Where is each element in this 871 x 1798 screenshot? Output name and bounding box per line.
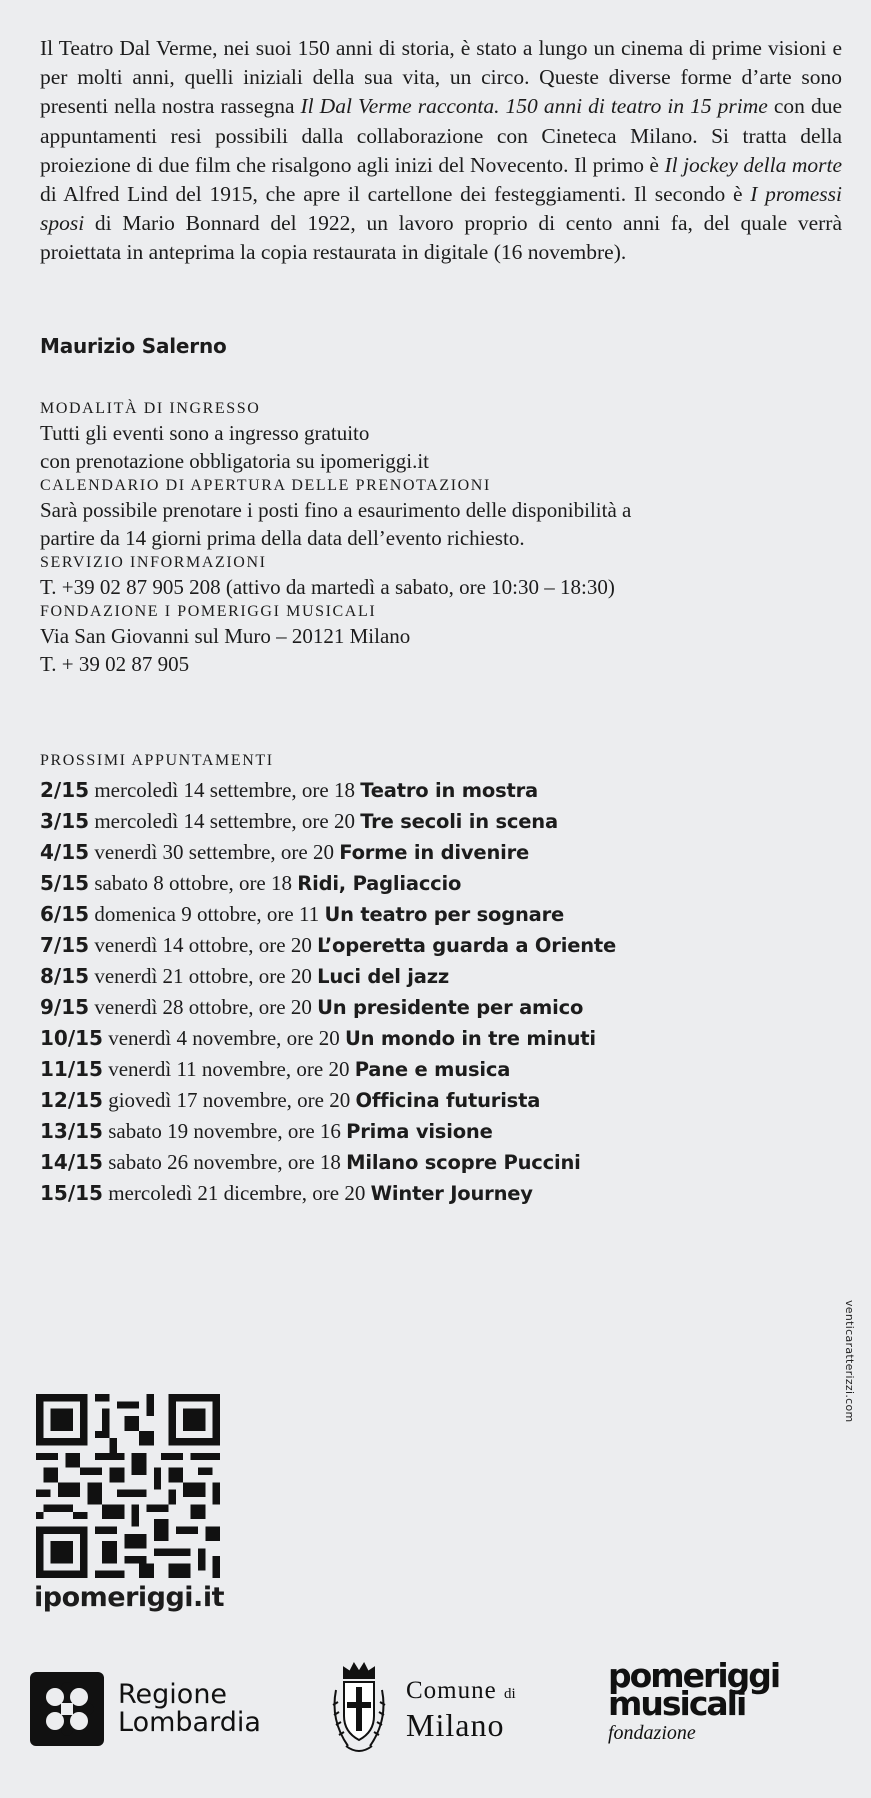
event-row: 8/15 venerdì 21 ottobre, ore 20 Luci del jazz (40, 964, 450, 988)
film-title-promessi-sposi: I promessi sposi (40, 182, 842, 236)
regione-lombardia-text: Regione Lombardia (118, 1679, 261, 1738)
event-row: 6/15 domenica 9 ottobre, ore 11 Un teatro per sognare (40, 902, 565, 926)
author-signature: Maurizio Salerno (40, 334, 227, 358)
calendario-text-1: Sarà possibile prenotare i posti fino a esaurimento delle disponibilità a (40, 498, 632, 522)
heading-calendario: CALENDARIO DI APERTURA DELLE PRENOTAZIONI (40, 477, 491, 494)
designer-credit: venticaratterizzi.com (843, 1300, 856, 1423)
event-row: 7/15 venerdì 14 ottobre, ore 20 L’operetta guarda a Oriente (40, 933, 617, 957)
servizio-text: T. +39 02 87 905 208 (attivo da martedì a sabato, ore 10:30 – 18:30) (40, 575, 615, 599)
info-section (40, 398, 850, 678)
rassegna-title: Il Dal Verme racconta. 150 anni di teatro in 15 prime (300, 94, 768, 119)
qr-code-icon (36, 1394, 220, 1578)
ingresso-text-2: con prenotazione obbligatoria su ipomeriggi.it (40, 449, 429, 473)
event-row: 5/15 sabato 8 ottobre, ore 18 Ridi, Pagliaccio (40, 871, 462, 895)
events-section (40, 750, 850, 1209)
calendario-text-2: partire da 14 giorni prima della data dell’evento richiesto. (40, 526, 525, 550)
event-row: 3/15 mercoledì 14 settembre, ore 20 Tre secoli in scena (40, 809, 558, 833)
fondazione-address: Via San Giovanni sul Muro – 20121 Milano (40, 624, 411, 648)
event-row: 13/15 sabato 19 novembre, ore 16 Prima visione (40, 1119, 493, 1143)
event-row: 14/15 sabato 26 novembre, ore 18 Milano scopre Puccini (40, 1150, 581, 1174)
event-row: 15/15 mercoledì 21 dicembre, ore 20 Winter Journey (40, 1181, 533, 1205)
event-row: 4/15 venerdì 30 settembre, ore 20 Forme in divenire (40, 840, 530, 864)
heading-ingresso: MODALITÀ DI INGRESSO (40, 400, 261, 417)
events-list (40, 775, 850, 1209)
pomeriggi-musicali-logo: pomeriggi musicali fondazione (608, 1656, 780, 1744)
regione-lombardia-logo (30, 1672, 261, 1746)
intro-paragraph: Il Teatro Dal Verme, nei suoi 150 anni di storia, è stato a lungo un cinema di prime visioni e per molti anni, quelli iniziali della sua vita, un circo. Queste diverse forme d’arte sono presenti nella nostra rassegna Il Dal Verme racconta. 150 anni di teatro in 15 prime con due appuntamenti resi possibili dalla collaborazione con Cineteca Milano. Si tratta della proiezione di due film che risalgono agli inizi del Novecento. Il primo è Il jockey della morte di Alfred Lind del 1915, che apre il cartellone dei festeggiamenti. Il secondo è I promessi sposi di Mario Bonnard del 1922, un lavoro proprio di cento anni fa, del quale verrà proiettata in anteprima la copia restaurata in digitale (16 novembre). (40, 36, 842, 265)
comune-milano-logo (328, 1660, 516, 1760)
event-row: 12/15 giovedì 17 novembre, ore 20 Officina futurista (40, 1088, 541, 1112)
qr-url-label: ipomeriggi.it (34, 1582, 224, 1613)
regione-lombardia-mark-icon (30, 1672, 104, 1746)
comune-milano-text: Comune di Milano (406, 1676, 516, 1743)
event-row: 10/15 venerdì 4 novembre, ore 20 Un mondo in tre minuti (40, 1026, 596, 1050)
film-title-jockey: Il jockey della morte (664, 152, 842, 177)
event-row: 11/15 venerdì 11 novembre, ore 20 Pane e musica (40, 1057, 511, 1081)
ingresso-text-1: Tutti gli eventi sono a ingresso gratuito (40, 421, 370, 445)
heading-appuntamenti: PROSSIMI APPUNTAMENTI (40, 752, 274, 769)
event-row: 2/15 mercoledì 14 settembre, ore 18 Teatro in mostra (40, 778, 539, 802)
heading-fondazione: FONDAZIONE I POMERIGGI MUSICALI (40, 603, 377, 620)
event-row: 9/15 venerdì 28 ottobre, ore 20 Un presidente per amico (40, 995, 584, 1019)
milano-coat-of-arms-icon (328, 1660, 390, 1760)
heading-servizio: SERVIZIO INFORMAZIONI (40, 554, 267, 571)
fondazione-phone: T. + 39 02 87 905 (40, 652, 190, 676)
